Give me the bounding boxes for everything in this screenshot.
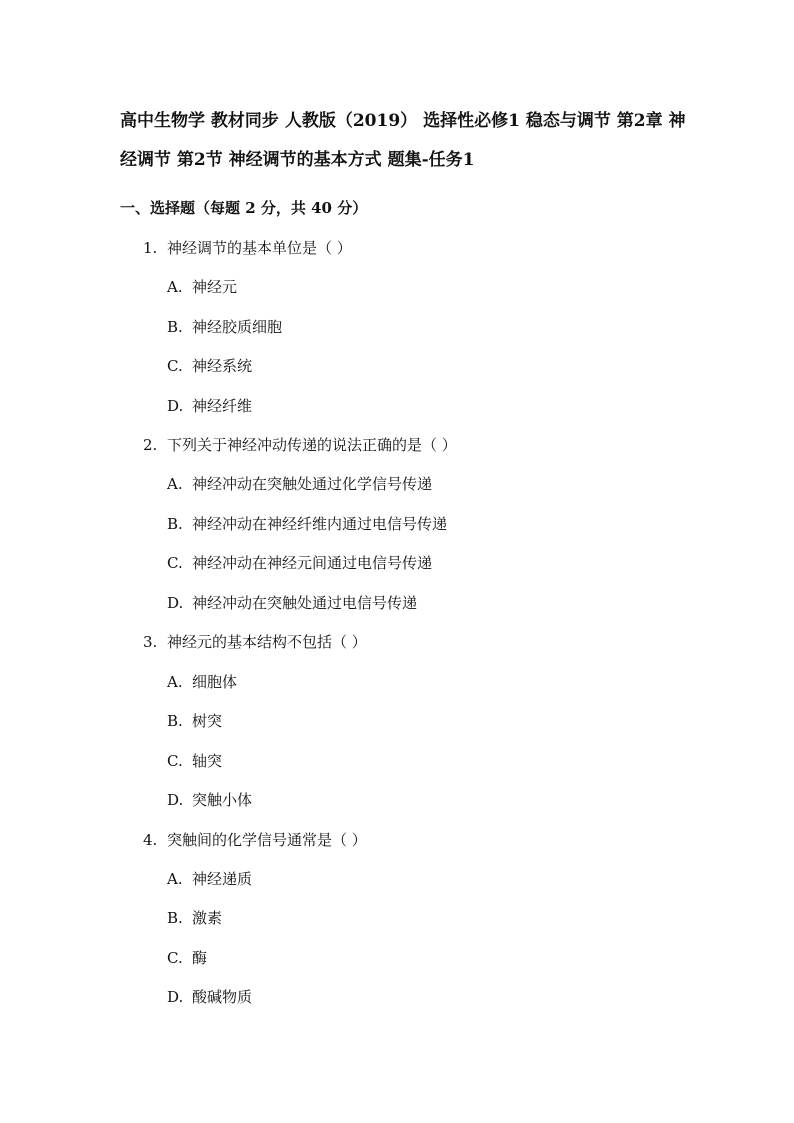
option-text: 神经冲动在突触处通过化学信号传递: [192, 475, 433, 493]
option-letter: A.: [167, 475, 183, 493]
question-stem: 神经元的基本结构不包括（ ）: [167, 633, 367, 651]
option-text: 神经递质: [192, 870, 253, 888]
option-text: 轴突: [192, 752, 223, 770]
option-letter: B.: [167, 712, 183, 730]
option-text: 神经系统: [192, 357, 253, 375]
option-3c: [167, 749, 222, 773]
question-2: [143, 433, 457, 457]
option-text: 神经冲动在突触处通过电信号传递: [192, 594, 418, 612]
option-text: 激素: [192, 909, 223, 927]
option-4a: [167, 867, 252, 891]
option-text: 酸碱物质: [192, 988, 253, 1006]
question-stem: 下列关于神经冲动传递的说法正确的是（ ）: [167, 436, 457, 454]
option-3a: [167, 670, 237, 694]
option-1c: [167, 354, 252, 378]
option-letter: D.: [167, 988, 184, 1006]
option-4c: [167, 946, 207, 970]
option-letter: C.: [167, 752, 183, 770]
option-letter: B.: [167, 515, 183, 533]
option-4d: [167, 985, 252, 1009]
option-text: 树突: [192, 712, 223, 730]
question-number: 2.: [143, 436, 158, 454]
option-text: 突触小体: [192, 791, 253, 809]
question-stem: 神经调节的基本单位是（ ）: [167, 239, 352, 257]
option-letter: C.: [167, 554, 183, 572]
option-2c: [167, 551, 432, 575]
option-text: 神经元: [192, 278, 238, 296]
option-letter: A.: [167, 673, 183, 691]
option-1b: [167, 315, 282, 339]
option-text: 神经纤维: [192, 397, 253, 415]
question-number: 4.: [143, 831, 158, 849]
question-3: [143, 630, 367, 654]
option-text: 细胞体: [192, 673, 238, 691]
option-2a: [167, 472, 432, 496]
question-stem: 突触间的化学信号通常是（ ）: [167, 831, 367, 849]
option-text: 神经胶质细胞: [192, 318, 283, 336]
option-letter: D.: [167, 594, 184, 612]
option-letter: D.: [167, 397, 184, 415]
option-letter: C.: [167, 357, 183, 375]
option-letter: D.: [167, 791, 184, 809]
option-letter: A.: [167, 278, 183, 296]
option-3b: [167, 709, 222, 733]
option-text: 酶: [192, 949, 208, 967]
option-4b: [167, 906, 222, 930]
question-number: 1.: [143, 239, 158, 257]
option-1d: [167, 394, 252, 418]
option-text: 神经冲动在神经元间通过电信号传递: [192, 554, 433, 572]
option-letter: B.: [167, 909, 183, 927]
document-title: 高中生物学 教材同步 人教版（2019） 选择性必修1 稳态与调节 第2章 神经调节 第2节 神经调节的基本方式 题集-任务1: [120, 111, 686, 170]
option-1a: [167, 275, 237, 299]
option-letter: A.: [167, 870, 183, 888]
section-heading: 一、选择题（每题 2 分，共 40 分）: [120, 199, 368, 217]
option-2d: [167, 591, 417, 615]
question-1: [143, 236, 352, 260]
option-2b: [167, 512, 447, 536]
question-4: [143, 828, 367, 852]
option-3d: [167, 788, 252, 812]
question-number: 3.: [143, 633, 158, 651]
option-letter: C.: [167, 949, 183, 967]
option-letter: B.: [167, 318, 183, 336]
option-text: 神经冲动在神经纤维内通过电信号传递: [192, 515, 448, 533]
